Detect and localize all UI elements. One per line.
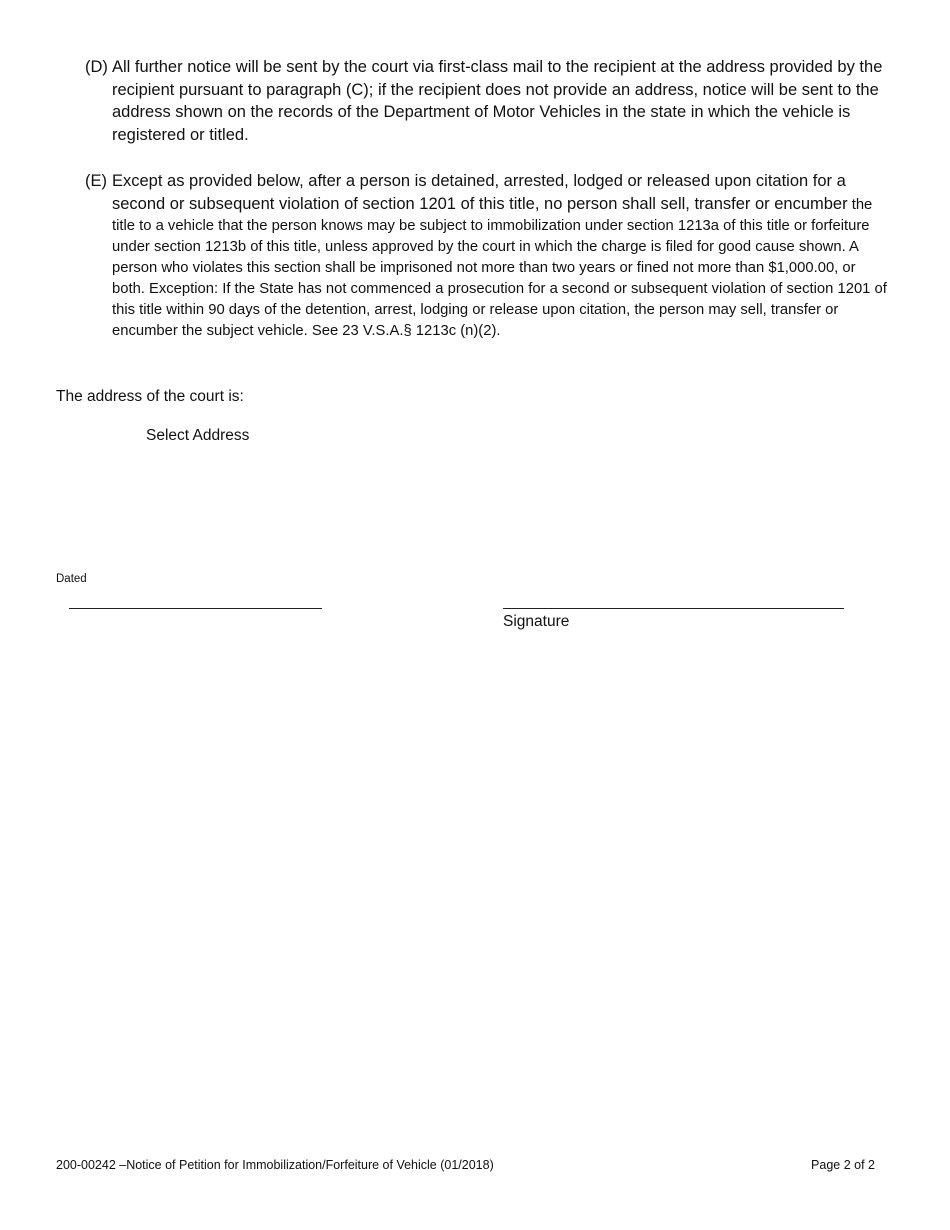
signature-line[interactable] xyxy=(503,608,844,609)
paragraph-e-text-rest: the title to a vehicle that the person knows may be subject to immobilization under section 1213a of this title or forfeiture under section 1213b of this title, unless approved by the court in which the charge is filed for good cause shown. A person who violates this section shall be imprisoned not more than two years or fined not more than $1,000.00, or both. Exception: If the State has not commenced a prosecution for a second or subsequent violation of section 1201 of this title within 90 days of the detention, arrest, lodging or release upon citation, the person may sell, transfer or encumber the subject vehicle. See 23 V.S.A.§ 1213c (n)(2). xyxy=(112,197,887,339)
paragraph-d-marker: (D) xyxy=(85,58,108,76)
paragraph-e-text-lead: Except as provided below, after a person is detained, arrested, lodged or released upon citation for a second or subsequent violation of section 1201 of this title, no person shall sell, transfer or encumber xyxy=(112,172,848,213)
court-address-label: The address of the court is: xyxy=(56,388,244,405)
paragraph-e-body xyxy=(112,170,890,342)
paragraph-d-text: All further notice will be sent by the court via first-class mail to the recipient at the address provided by the recipient pursuant to paragraph (C); if the recipient does not provide an address, notice will be sent to the address shown on the records of the Department of Motor Vehicles in the state in which the vehicle is registered or titled. xyxy=(112,58,883,144)
footer-form-id: 200-00242 –Notice of Petition for Immobilization/Forfeiture of Vehicle (01/2018) xyxy=(56,1158,494,1172)
paragraph-e xyxy=(85,170,890,342)
paragraph-e-marker: (E) xyxy=(85,172,107,190)
dated-label: Dated xyxy=(56,573,87,585)
footer-page-number: Page 2 of 2 xyxy=(811,1158,875,1172)
signature-label: Signature xyxy=(503,613,570,630)
select-address-field[interactable]: Select Address xyxy=(146,427,250,444)
paragraph-d xyxy=(85,56,890,146)
date-line[interactable] xyxy=(69,608,322,609)
